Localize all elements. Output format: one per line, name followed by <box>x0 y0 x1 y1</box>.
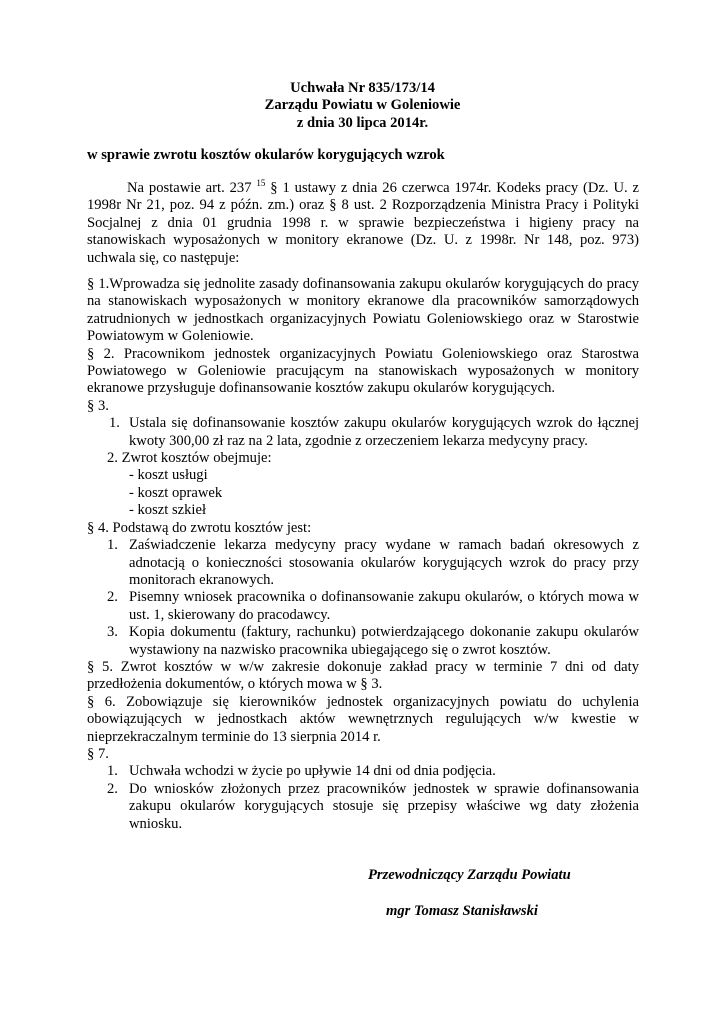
section-3-list <box>87 415 639 450</box>
list-number: 1. <box>109 415 120 432</box>
list-item <box>87 589 639 624</box>
list-number: 3. <box>107 624 118 641</box>
section-3-item-2: 2. Zwrot kosztów obejmuje: <box>107 450 272 467</box>
section-2: § 2. Pracownikom jednostek organizacyjnych Powiatu Goleniowskiego oraz Starostwa Powiatowego w Goleniowie pracującym na stanowiskach wyposażonych w monitory ekranowe przysługuje dofinansowanie kosztów zakupu okularów korygujących. <box>87 345 639 397</box>
section-3-title: § 3. <box>87 397 109 414</box>
cost-item-lenses: - koszt szkieł <box>129 502 207 519</box>
list-item <box>87 537 639 589</box>
resolution-subject: w sprawie zwrotu kosztów okularów korygujących wzrok <box>87 147 445 163</box>
article-superscript: 15 <box>256 178 266 189</box>
section-4-list <box>87 537 639 659</box>
resolution-header <box>0 80 725 132</box>
list-text: Zaświadczenie lekarza medycyny pracy wydane w ramach badań okresowych z adnotacją o konieczności stosowania okularów korygujących wzrok do pracy przy monitorach ekranowych. <box>129 537 639 588</box>
section-5: § 5. Zwrot kosztów w w/w zakresie dokonuje zakład pracy w terminie 7 dni od daty przedłożenia dokumentów, o których mowa w § 3. <box>87 658 639 693</box>
list-item <box>87 624 639 659</box>
resolution-number: Uchwała Nr 835/173/14 <box>290 80 435 96</box>
list-number: 2. <box>107 589 118 606</box>
section-6: § 6. Zobowiązuje się kierowników jednostek organizacyjnych powiatu do uchylenia obowiązujących w jednostkach aktów wewnętrznych regulujących w/w kwestie w nieprzekraczalnym terminie do 13 sierpnia 2014 r. <box>87 693 639 745</box>
list-text: Uchwała wchodzi w życie po upływie 14 dni od dnia podjęcia. <box>129 763 496 780</box>
section-7-title: § 7. <box>87 745 109 762</box>
list-text: Ustala się dofinansowanie kosztów zakupu okularów korygujących wzrok do łącznej kwoty 300,00 zł raz na 2 lata, zgodnie z orzeczeniem lekarza medycyny pracy. <box>129 415 639 449</box>
cost-item-frames: - koszt oprawek <box>129 484 223 501</box>
list-text: Do wniosków złożonych przez pracowników jednostek w sprawie dofinansowania zakupu okularów korygujących stosuje się przepisy właściwe wg daty złożenia wniosku. <box>129 780 639 832</box>
signatory-name: mgr Tomasz Stanisławski <box>386 903 538 919</box>
section-1: § 1.Wprowadza się jednolite zasady dofinansowania zakupu okularów korygujących do pracy na stanowiskach wyposażonych w monitory ekranowe dla pracowników samorządowych zatrudnionych w jednostkach organizacyjnych Powiatu Goleniowskiego oraz w Starostwie Powiatowym w Goleniowie. <box>87 276 639 345</box>
list-item <box>87 781 639 833</box>
section-4-title: § 4. Podstawą do zwrotu kosztów jest: <box>87 519 312 536</box>
legal-basis-paragraph <box>87 180 639 267</box>
list-item <box>87 763 639 780</box>
resolution-body <box>87 276 639 833</box>
list-number: 2. <box>107 780 118 797</box>
list-item <box>87 415 639 450</box>
issuing-body: Zarządu Powiatu w Goleniowie <box>264 97 461 114</box>
list-text: Pisemny wniosek pracownika o dofinansowanie zakupu okularów, o których mowa w ust. 1, skierowany do pracodawcy. <box>129 589 639 623</box>
intro-text-rest: § 1 ustawy z dnia 26 czerwca 1974r. Kodeks pracy (Dz. U. z 1998r Nr 21, poz. 94 z późn. zm.) oraz § 8 ust. 2 Rozporządzenia Ministra Pracy i Polityki Socjalnej z dnia 01 grudnia 1998 r. w sprawie bezpieczeństwa i higieny pracy na stanowiskach wyposażonych w monitory ekranowe (Dz. U. z 1998r. Nr 148, poz. 973) uchwala się, co następuje: <box>87 180 639 266</box>
cost-item-service: - koszt usługi <box>129 467 208 484</box>
resolution-date: z dnia 30 lipca 2014r. <box>296 114 429 131</box>
signatory-role: Przewodniczący Zarządu Powiatu <box>368 867 571 883</box>
list-text: Kopia dokumentu (faktury, rachunku) potwierdzającego dokonanie zakupu okularów wystawiony na nazwisko pracownika ubiegającego się o zwrot kosztów. <box>129 624 639 658</box>
list-number: 1. <box>107 763 118 780</box>
list-number: 1. <box>107 537 118 554</box>
intro-text-start: Na postawie art. 237 <box>127 180 257 196</box>
section-7-list <box>87 763 639 833</box>
